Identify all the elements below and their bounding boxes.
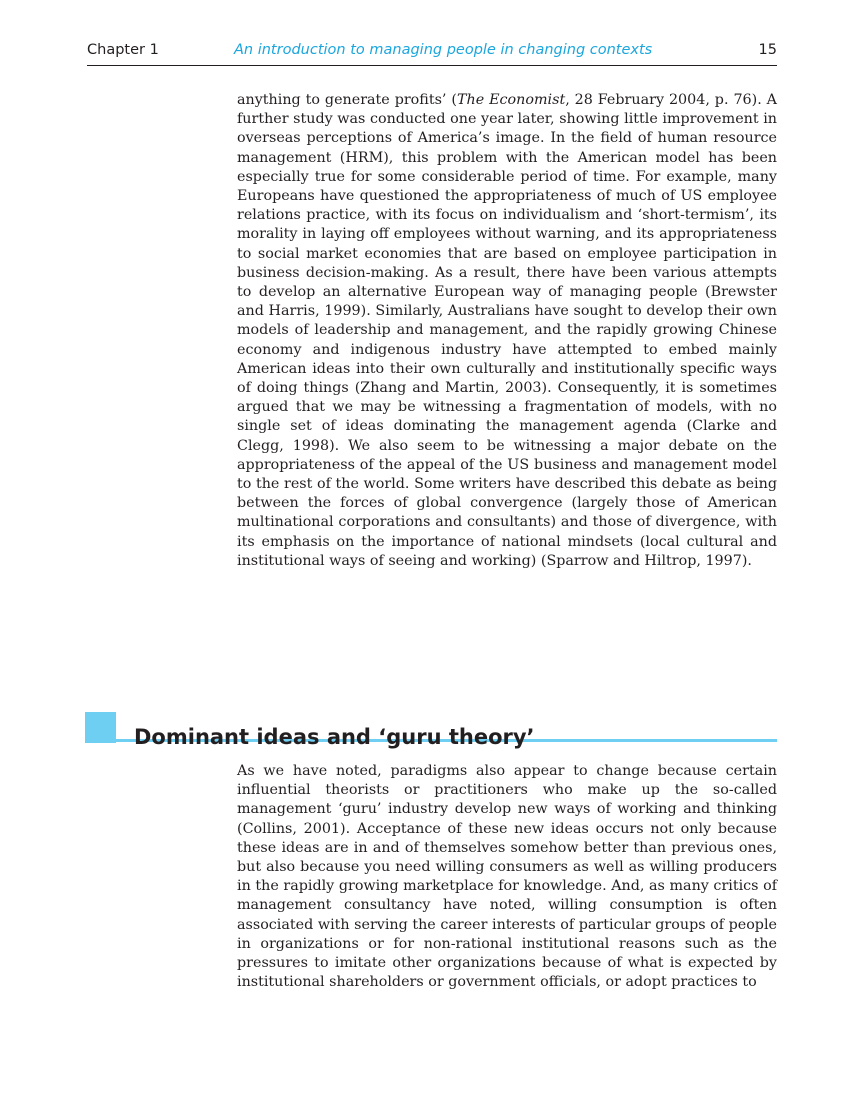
section-heading: Dominant ideas and ‘guru theory’ xyxy=(134,725,535,750)
paragraph-1-rest: , 28 February 2004, p. 76). A further study was conducted one year later, showing little improvement in overseas perceptions of America’s image. In the field of human resource management (HRM), this problem with the American model has been especially true for some considerable period of time. For example, many Europeans have questioned the appropriateness of much of US employee relations practice, with its focus on individualism and ‘short-termism’, its morality in laying off employees without warning, and its appropriateness to social market economies that are based on employee participation in business decision-making. As a result, there have been various attempts to develop an alternative European way of managing people (Brewster and Harris, 1999). Similarly, Australians have sought to develop their own models of leadership and management, and the rapidly growing Chinese economy and indigenous industry have attempted to embed mainly American ideas into their own culturally and institutionally specific ways of doing things (Zhang and Martin, 2003). Consequently, it is sometimes argued that we may be witnessing a fragmentation of models, with no single set of ideas dominating the management agenda (Clarke and Clegg, 1998). We also seem to be witnessing a major debate on the appropriateness of the appeal of the US business and management model to the rest of the world. Some writers have described this debate as being between the forces of global convergence (largely those of American multinational corporations and consultants) and those of divergence, with its emphasis on the importance of national mindsets (local cultural and institutional ways of seeing and working) (Sparrow and Hiltrop, 1997). xyxy=(237,92,778,569)
header-rule xyxy=(87,65,777,66)
citation-italic: The Economist xyxy=(456,92,566,108)
chapter-label: Chapter 1 xyxy=(87,42,159,58)
paragraph-1-start: anything to generate profits’ ( xyxy=(237,92,457,108)
chapter-title: An introduction to managing people in changing contexts xyxy=(234,42,653,58)
page-number: 15 xyxy=(758,42,777,58)
section-marker xyxy=(85,712,116,743)
section-heading-block xyxy=(85,712,777,750)
body-paragraph-2: As we have noted, paradigms also appear to change because certain influential theorists or practitioners who make up the so-called management ‘guru’ industry develop new ways of working and thinking (Collins, 2001). Acceptance of these new ideas occurs not only because these ideas are in and of themselves somehow better than previous ones, but also because you need willing consumers as well as willing producers in the rapidly growing marketplace for knowledge. And, as many critics of management consultancy have noted, willing consumption is often associated with serving the career interests of particular groups of people in organizations or for non-rational institutional reasons such as the pressures to imitate other organizations because of what is expected by institutional shareholders or government officials, or adopt practices to xyxy=(237,763,777,991)
running-head xyxy=(87,38,777,66)
body-paragraph-1 xyxy=(237,91,777,571)
